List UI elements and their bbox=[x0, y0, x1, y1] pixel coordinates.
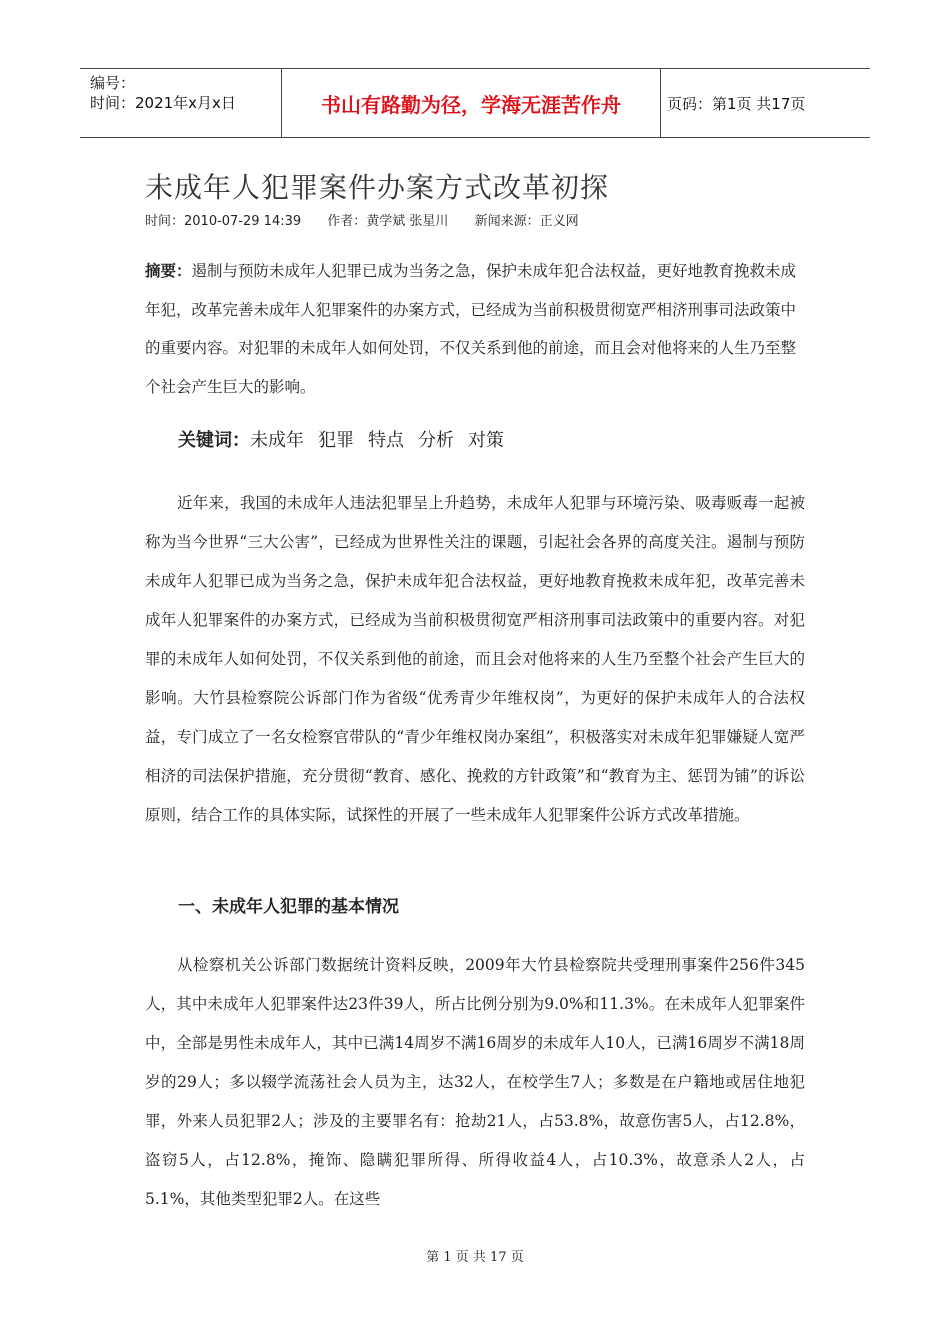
page-footer: 第 1 页 共 17 页 bbox=[426, 1250, 524, 1265]
article-meta bbox=[145, 210, 601, 229]
abstract bbox=[145, 252, 805, 406]
abstract-text: 遏制与预防未成年人犯罪已成为当务之急，保护未成年犯合法权益，更好地教育挽救未成年犯，改革完善未成年人犯罪案件的办案方式，已经成为当前积极贯彻宽严相济刑事司法政策中的重要内容。对犯罪的未成年人如何处罚，不仅关系到他的前途，而且会对他将来的人生乃至整个社会产生巨大的影响。 bbox=[145, 262, 797, 396]
news-source: 新闻来源：正义网 bbox=[474, 214, 579, 229]
keyword: 未成年 bbox=[250, 430, 304, 451]
header-info-cell bbox=[80, 69, 281, 137]
keyword: 犯罪 bbox=[318, 430, 354, 451]
abstract-label: 摘要： bbox=[145, 262, 192, 280]
keywords-label: 关键词： bbox=[178, 430, 250, 451]
intro-paragraph: 近年来，我国的未成年人违法犯罪呈上升趋势，未成年人犯罪与环境污染、吸毒贩毒一起被称为当今世界“三大公害”，已经成为世界性关注的课题，引起社会各界的高度关注。遏制与预防未成年人犯罪已成为当务之急，保护未成年犯合法权益，更好地教育挽救未成年犯，改革完善未成年人犯罪案件的办案方式，已经成为当前积极贯彻宽严相济刑事司法政策中的重要内容。对犯罪的未成年人如何处罚，不仅关系到他的前途，而且会对他将来的人生乃至整个社会产生巨大的影响。大竹县检察院公诉部门作为省级“优秀青少年维权岗”，为更好的保护未成年人的合法权益，专门成立了一名女检察官带队的“青少年维权岗办案组”，积极落实对未成年犯罪嫌疑人宽严相济的司法保护措施，充分贯彻“教育、感化、挽救的方针政策”和“教育为主、惩罚为铺”的诉讼原则，结合工作的具体实际，试探性的开展了一些未成年人犯罪案件公诉方式改革措施。 bbox=[145, 494, 805, 824]
section-heading: 一、未成年人犯罪的基本情况 bbox=[178, 897, 399, 917]
number-label: 编号： bbox=[90, 74, 136, 92]
keywords bbox=[178, 426, 518, 452]
date-label: 时间：2021年x月x日 bbox=[90, 94, 236, 112]
keyword: 分析 bbox=[418, 430, 454, 451]
statistics-paragraph: 从检察机关公诉部门数据统计资料反映，2009年大竹县检察院共受理刑事案件256件345人，其中未成年人犯罪案件达23件39人，所占比例分别为9.0%和11.3%。在未成年人犯罪案件中，全部是男性未成年人，其中已满14周岁不满16周岁的未成年人10人，已满16周岁不满18周岁的29人；多以辍学流荡社会人员为主，达32人，在校学生7人；多数是在户籍地或居住地犯罪，外来人员犯罪2人；涉及的主要罪名有：抢劫21人，占53.8%，故意伤害5人，占12.8%，盗窃5人，占12.8%，掩饰、隐瞒犯罪所得、所得收益4人，占10.3%，故意杀人2人，占5.1%，其他类型犯罪2人。在这些 bbox=[145, 956, 805, 1208]
keyword: 特点 bbox=[368, 430, 404, 451]
article-title: 未成年人犯罪案件办案方式改革初探 bbox=[145, 171, 610, 204]
publish-time: 时间：2010-07-29 14:39 bbox=[145, 214, 302, 229]
page-info: 页码：第1页 共17页 bbox=[667, 94, 806, 113]
motto: 书山有路勤为径，学海无涯苦作舟 bbox=[281, 69, 661, 137]
keyword: 对策 bbox=[468, 430, 504, 451]
author: 作者：黄学斌 张星川 bbox=[327, 214, 449, 229]
document-header bbox=[80, 68, 870, 138]
